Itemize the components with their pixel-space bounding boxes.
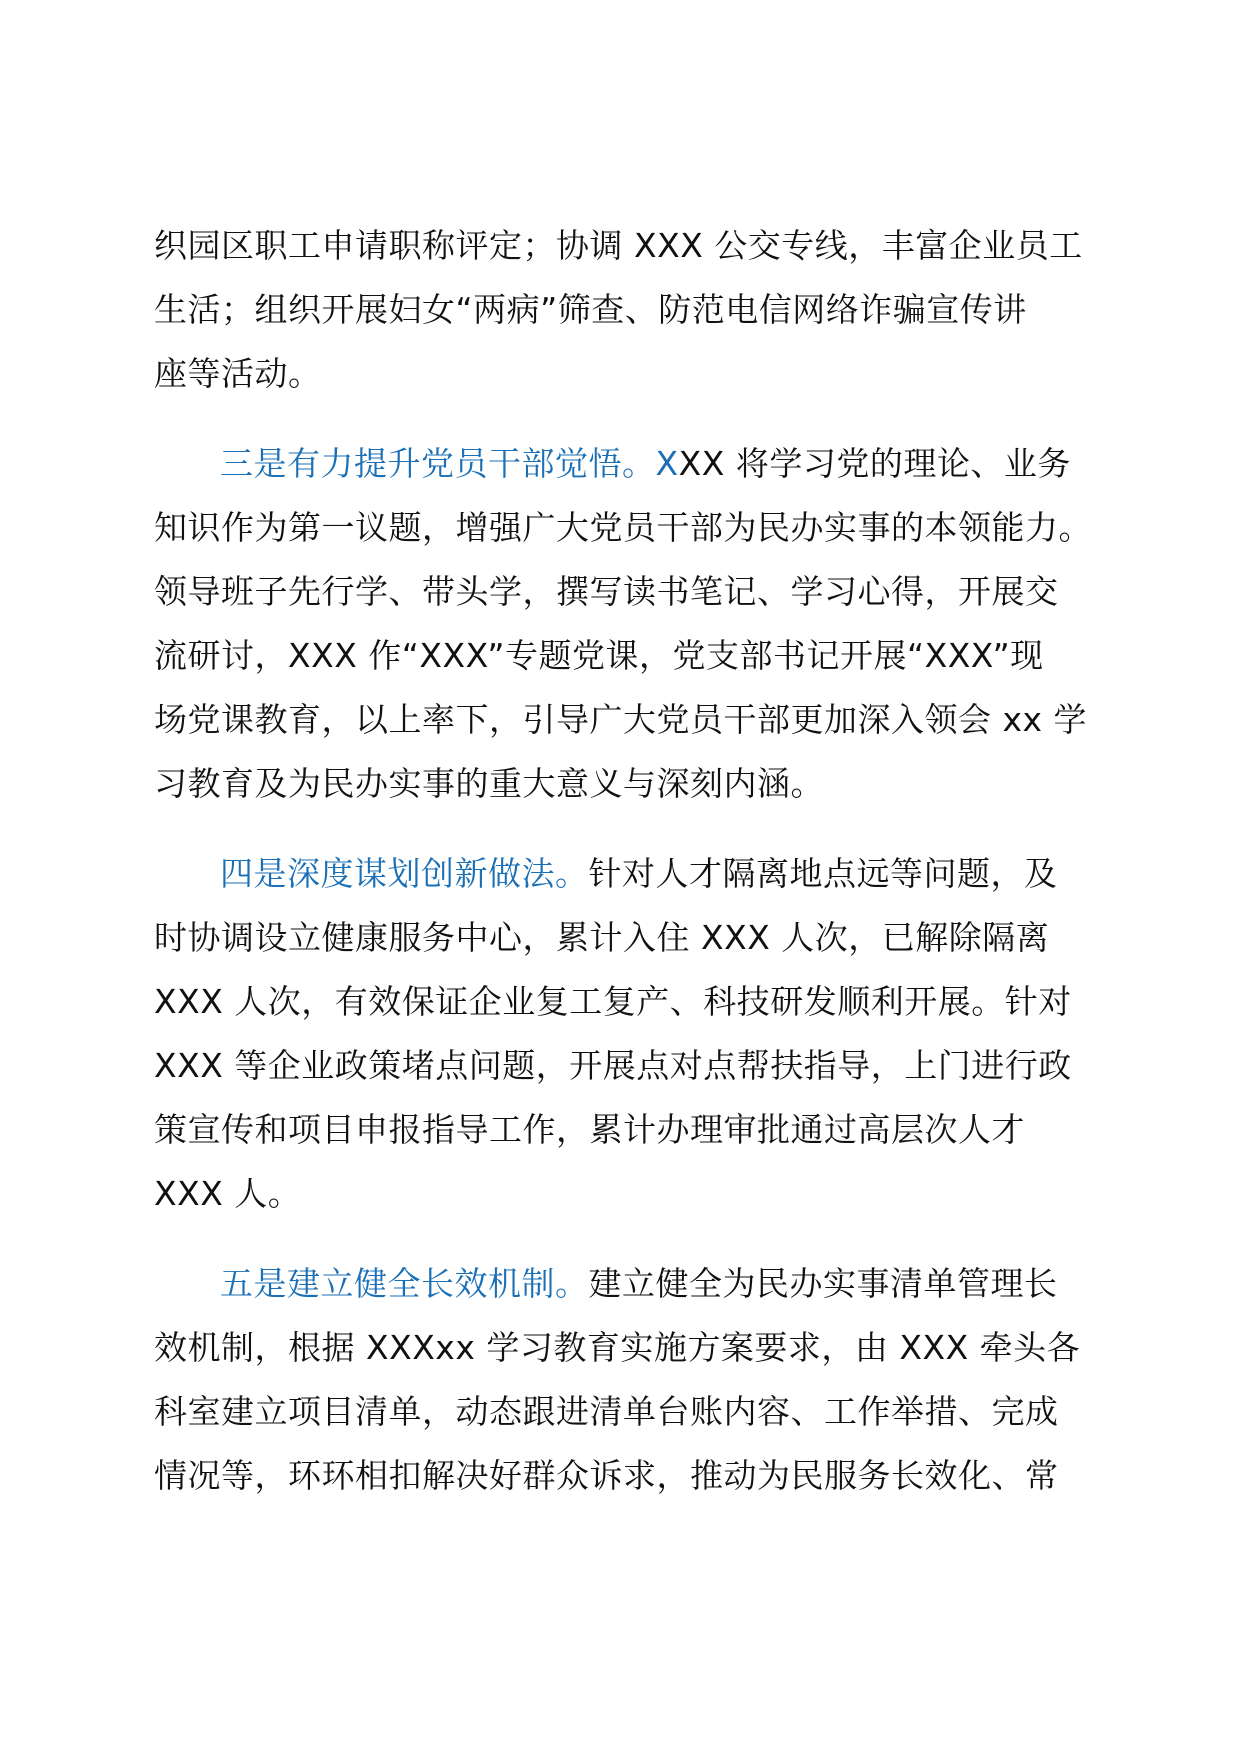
- text-line: 领导班子先行学、带头学，撰写读书笔记、学习心得，开展交: [154, 572, 1059, 611]
- text-line: 座等活动。: [154, 354, 322, 393]
- paragraph-party-awareness: [154, 432, 1092, 816]
- text-run: XX 将学习党的理论、业务: [678, 444, 1071, 483]
- paragraph-first-line: [154, 1252, 1089, 1316]
- text-line: 流研讨，XXX 作“XXX”专题党课，党支部书记开展“XXX”现: [154, 636, 1044, 675]
- text-line: XXX 等企业政策堵点问题，开展点对点帮扶指导，上门进行政: [154, 1046, 1072, 1085]
- text-line: 效机制，根据 XXXxx 学习教育实施方案要求，由 XXX 牵头各: [154, 1328, 1081, 1367]
- paragraph-gap: [154, 1226, 1089, 1252]
- text-line: 织园区职工申请职称评定；协调 XXX 公交专线，丰富企业员工: [154, 226, 1083, 265]
- text-line: 习教育及为民办实事的重大意义与深刻内涵。: [154, 764, 824, 803]
- section-heading: 四是深度谋划创新做法。: [220, 854, 589, 893]
- document-body: [154, 214, 1092, 1508]
- paragraph-continuation: [154, 214, 1089, 406]
- highlighted-letter: X: [655, 444, 679, 483]
- text-line: XXX 人。: [154, 1174, 302, 1213]
- text-run: 针对人才隔离地点远等问题，及: [588, 854, 1058, 893]
- text-line: 科室建立项目清单，动态跟进清单台账内容、工作举措、完成: [154, 1392, 1059, 1431]
- text-line: 场党课教育，以上率下，引导广大党员干部更加深入领会 xx 学: [154, 700, 1088, 739]
- paragraph-first-line: [154, 842, 1089, 906]
- paragraph-gap: [154, 406, 1089, 432]
- section-heading: 三是有力提升党员干部觉悟。: [220, 444, 656, 483]
- text-line: 策宣传和项目申报指导工作，累计办理审批通过高层次人才: [154, 1110, 1025, 1149]
- paragraph-gap: [154, 816, 1089, 842]
- text-run: 建立健全为民办实事清单管理长: [588, 1264, 1058, 1303]
- paragraph-innovation: [154, 842, 1089, 1226]
- text-line: 知识作为第一议题，增强广大党员干部为民办实事的本领能力。: [154, 508, 1092, 547]
- text-line: 生活；组织开展妇女“两病”筛查、防范电信网络诈骗宣传讲: [154, 290, 1027, 329]
- paragraph-long-term-mechanism: [154, 1252, 1089, 1508]
- section-heading: 五是建立健全长效机制。: [220, 1264, 589, 1303]
- paragraph-first-line: [154, 432, 1089, 496]
- text-line: 情况等，环环相扣解决好群众诉求，推动为民服务长效化、常: [154, 1456, 1059, 1495]
- text-line: 时协调设立健康服务中心，累计入住 XXX 人次，已解除隔离: [154, 918, 1050, 957]
- text-line: XXX 人次，有效保证企业复工复产、科技研发顺利开展。针对: [154, 982, 1072, 1021]
